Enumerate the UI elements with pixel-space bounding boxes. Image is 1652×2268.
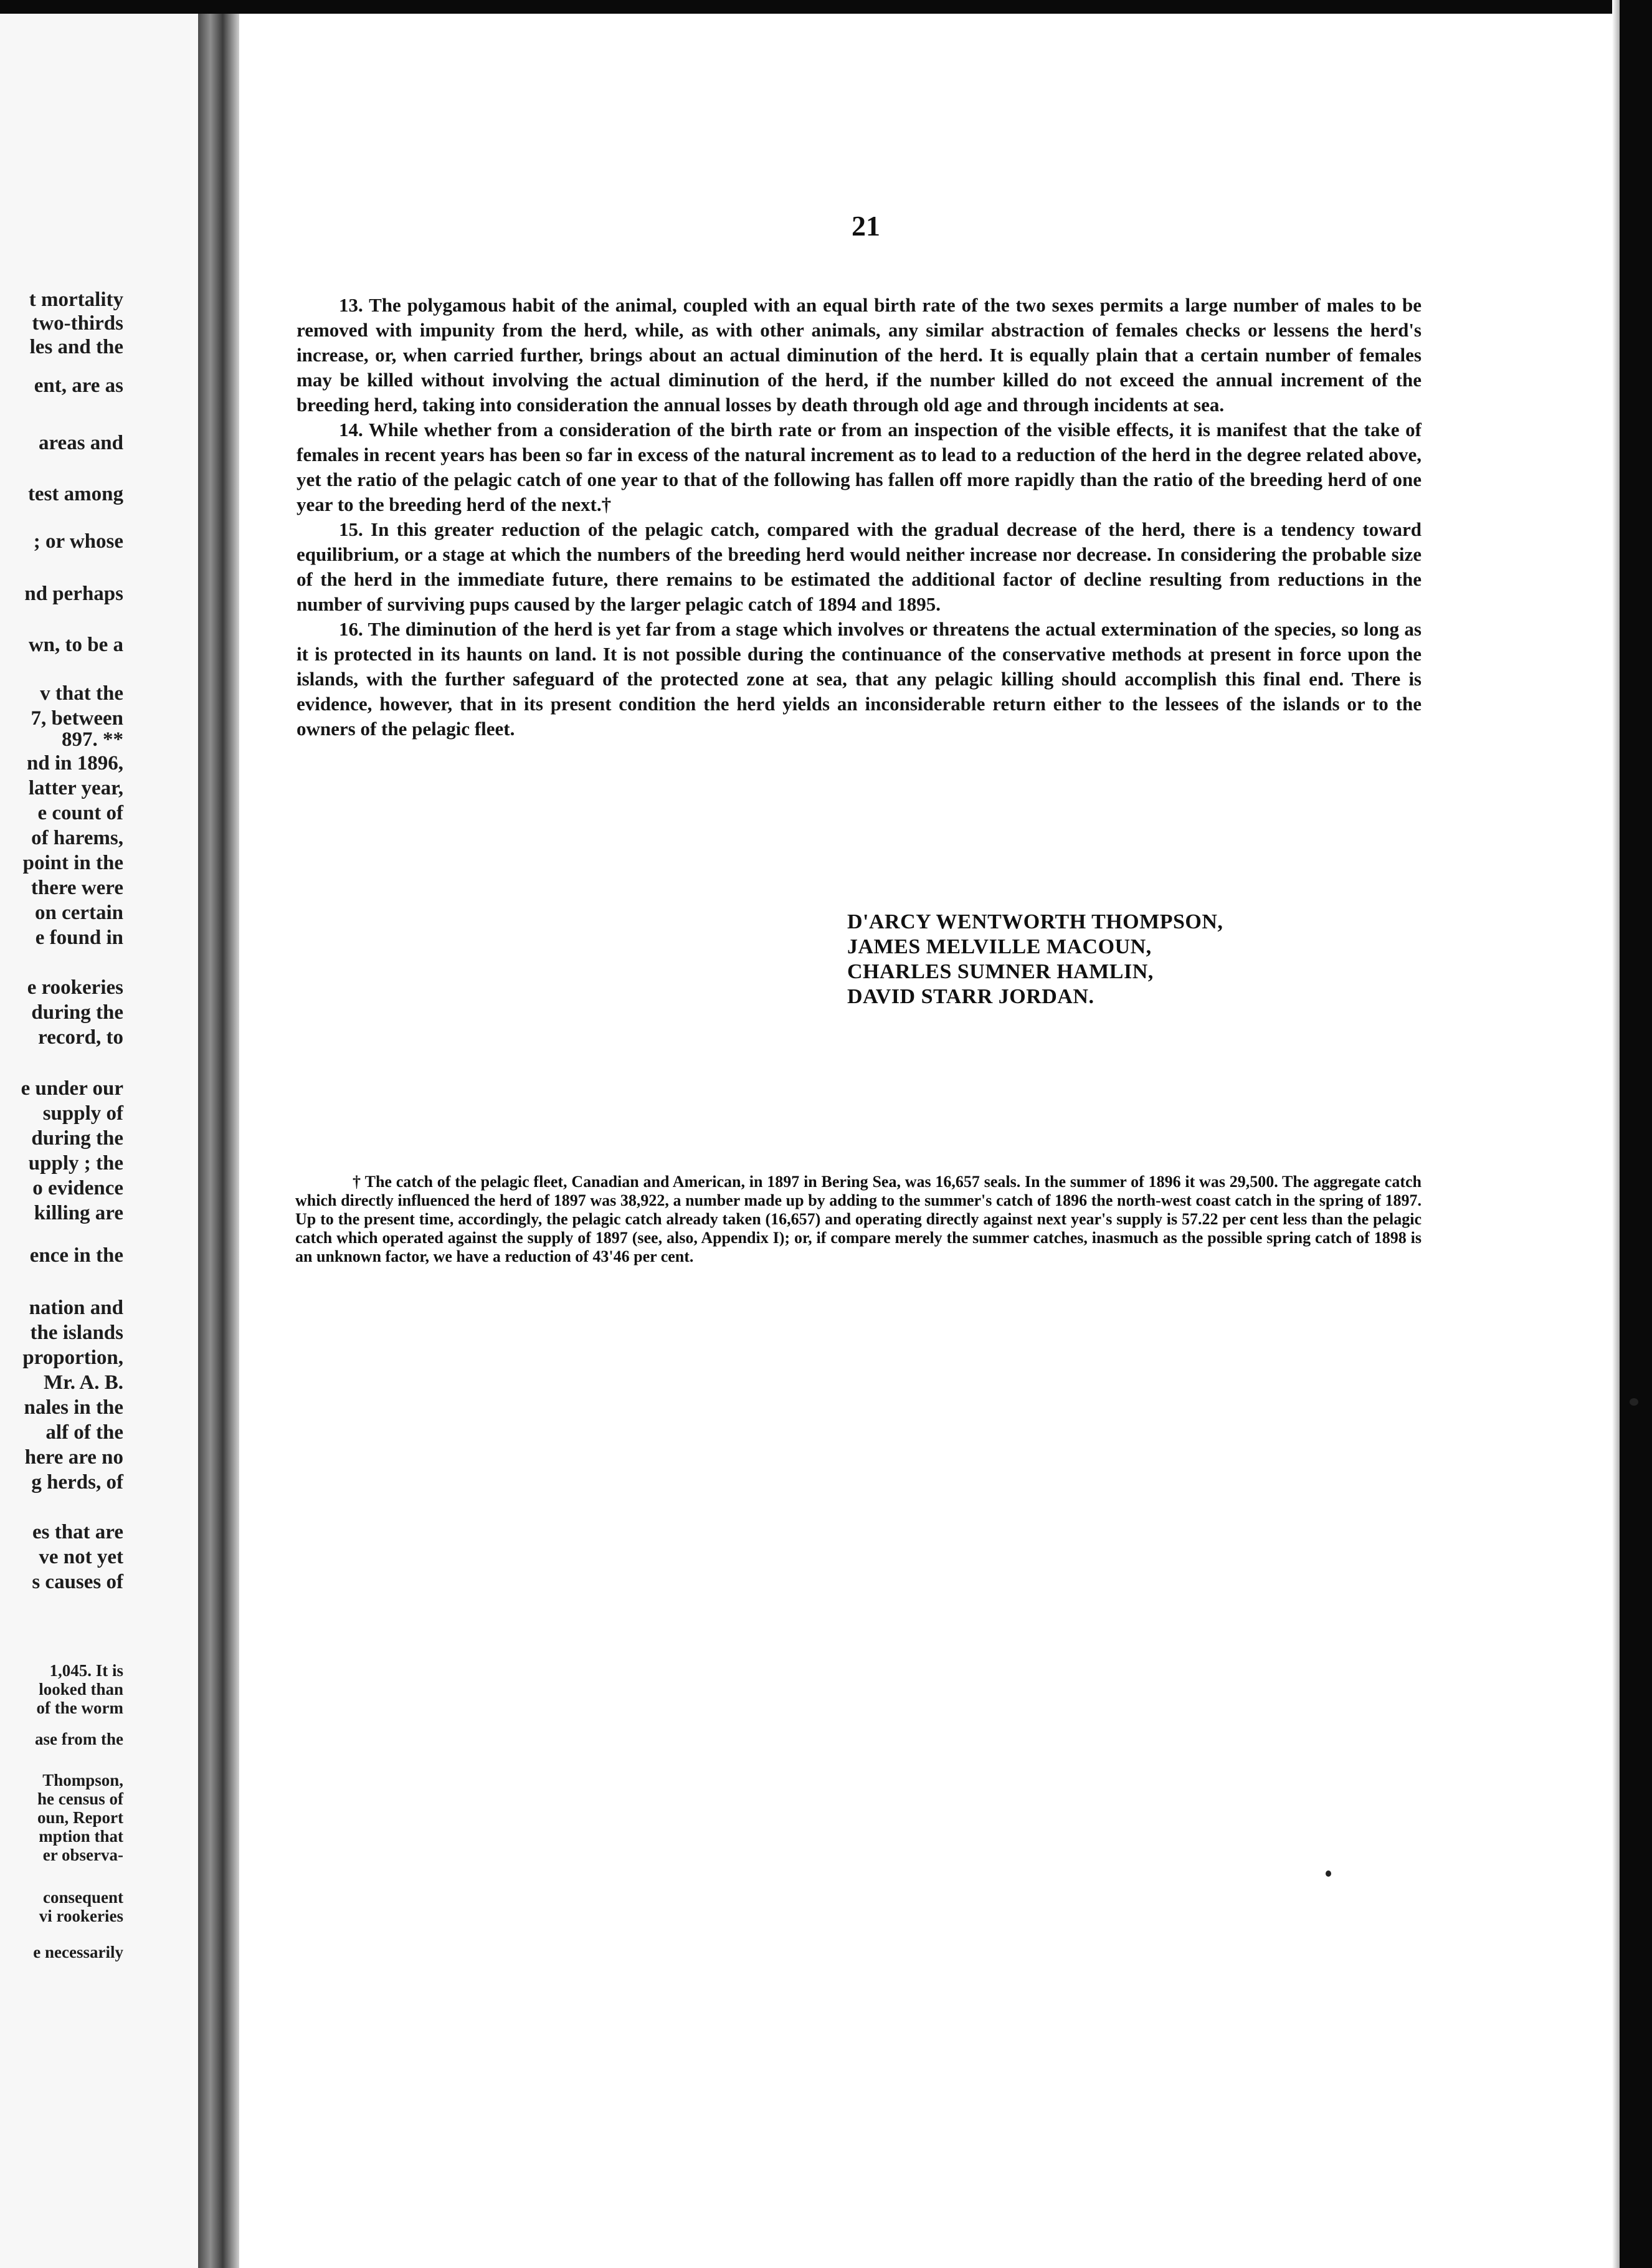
scan-speck (1326, 1870, 1331, 1877)
scan-speck (1630, 1398, 1638, 1406)
facing-page-line: here are no (24, 1446, 123, 1469)
scan-top-border (0, 0, 1652, 14)
facing-page-line: mption that (39, 1827, 123, 1846)
facing-page-line: ve not yet (39, 1546, 123, 1568)
facing-page-line: 7, between (31, 707, 123, 730)
facing-page-line: e necessarily (33, 1943, 123, 1961)
facing-page-line: Mr. A. B. (43, 1371, 123, 1394)
paragraph-16: 16. The diminution of the herd is yet far from a stage which involves or threatens the actual extermination of the species, so long as it is protected in its haunts on land. It is not possible during the continuance of the conservative methods at present in force upon the islands, with the further safeguard of the protected zone at sea, that any pelagic killing should accomplish this final end. There is evidence, however, that in its present condition the herd yields an inconsiderable return either to the lessees of the islands or to the owners of the pelagic fleet. (297, 618, 1422, 740)
facing-page-line: ; or whose (33, 530, 123, 553)
facing-page-line: proportion, (22, 1346, 123, 1369)
signatory-jordan: DAVID STARR JORDAN. (847, 985, 1094, 1008)
facing-page-line: alf of the (45, 1421, 123, 1444)
facing-page-line: there were (31, 877, 123, 899)
paragraph-14: 14. While whether from a consideration of the birth rate or from an inspection of the visible effects, it is manifest that the take of females in recent years has been so far in excess of the natural increment as to lead to a reduction of the herd in the degree related above, yet the ratio of the pelagic catch of one year to that of the following has fallen off more rapidly than the ratio of the breeding herd of one year to the breeding herd of the next.† (297, 419, 1422, 515)
facing-page-line: t mortality (29, 288, 123, 311)
scan-right-edge-shade (1612, 0, 1620, 2268)
footnote: † The catch of the pelagic fleet, Canadian and American, in 1897 in Bering Sea, was 16,657 seals. In the summer of 1896 it was 29,500. The aggregate catch which directly influenced the herd of 1897 was 38,922, a number made up by adding to the summer's catch of 1896 the north-west coast catch in the spring of 1897. Up to the present time, accordingly, the pelagic catch already taken (16,657) and operating directly against next year's supply is 57.22 per cent less than the pelagic catch which operated against the supply of 1897 (see, also, Appendix I); or, if compare merely the summer catches, inasmuch as the possible spring catch of 1898 is an unknown factor, we have a reduction of 43'46 per cent. (295, 1173, 1422, 1265)
facing-page-line: nales in the (24, 1396, 123, 1419)
facing-page-line: during the (31, 1001, 123, 1024)
facing-page-line: on certain (34, 902, 123, 924)
facing-page-line: he census of (37, 1789, 123, 1808)
signature-block (847, 910, 1223, 1009)
facing-page-line: of the worm (36, 1699, 123, 1717)
facing-page-line: Thompson, (42, 1771, 123, 1789)
scan-right-border (1620, 0, 1652, 2268)
facing-page-line: nation and (29, 1297, 123, 1319)
book-gutter-shadow (198, 14, 239, 2268)
facing-page-line: upply ; the (28, 1152, 123, 1174)
facing-page-line: areas and (39, 432, 123, 454)
signatory-hamlin: CHARLES SUMNER HAMLIN, (847, 960, 1154, 983)
facing-page-line: ence in the (29, 1244, 123, 1267)
facing-page-line: supply of (42, 1102, 123, 1125)
facing-page-line: es that are (32, 1521, 123, 1543)
facing-page-line: ase from the (35, 1730, 123, 1748)
signatory-macoun: JAMES MELVILLE MACOUN, (847, 935, 1152, 958)
facing-page-line: er observa- (42, 1846, 123, 1864)
facing-page-line: nd perhaps (24, 583, 123, 605)
facing-page-line: killing are (34, 1202, 123, 1224)
paragraph-15: 15. In this greater reduction of the pelagic catch, compared with the gradual decrease of the herd, there is a tendency toward equilibrium, or a stage at which the numbers of the breeding herd would neither increase nor decrease. In considering the probable size of the herd in the immediate future, there remains to be estimated the additional factor of decline resulting from reductions in the number of surviving pups caused by the larger pelagic catch of 1894 and 1895. (297, 518, 1422, 615)
facing-page-line: les and the (29, 336, 123, 358)
facing-page-line: v that the (40, 682, 123, 705)
facing-page-line: during the (31, 1127, 123, 1150)
facing-page-line: 897. ** (62, 728, 123, 751)
facing-page-line: ent, are as (34, 374, 123, 397)
facing-page-line: point in the (22, 852, 123, 874)
facing-page-line: of harems, (31, 827, 123, 849)
facing-page-fragment (0, 14, 198, 2268)
facing-page-line: s causes of (32, 1571, 123, 1593)
paragraph-13: 13. The polygamous habit of the animal, coupled with an equal birth rate of the two sexes permits a large number of males to be removed with impunity from the herd, while, as with other animals, any similar abstraction of females checks or lessens the herd's increase, or, when carried further, brings about an actual diminution of the herd. It is equally plain that a certain number of females may be killed without involving the actual diminution of the herd, if the number killed do not exceed the annual increment of the breeding herd, taking into consideration the annual losses by death through old age and through incidents at sea. (297, 294, 1422, 416)
facing-page-line: g herds, of (31, 1471, 123, 1494)
facing-page-line: consequent (42, 1888, 123, 1907)
facing-page-line: o evidence (32, 1177, 123, 1199)
facing-page-line: e under our (21, 1077, 123, 1100)
facing-page-line: latter year, (28, 777, 123, 799)
facing-page-line: vi rookeries (39, 1907, 123, 1925)
facing-page-line: looked than (39, 1680, 123, 1699)
facing-page-line: two-thirds (32, 312, 123, 335)
facing-page-line: wn, to be a (28, 634, 123, 656)
facing-page-line: nd in 1896, (27, 752, 123, 774)
page-number: 21 (852, 210, 880, 242)
main-body-text (297, 293, 1422, 741)
facing-page-line: e rookeries (27, 976, 123, 999)
facing-page-line: the islands (30, 1322, 123, 1344)
facing-page-line: 1,045. It is (49, 1661, 123, 1680)
facing-page-line: test among (27, 483, 123, 505)
facing-page-line: oun, Report (37, 1808, 123, 1827)
facing-page-line: record, to (38, 1026, 123, 1049)
facing-page-line: e found in (35, 927, 123, 949)
signatory-thompson: D'ARCY WENTWORTH THOMPSON, (847, 910, 1223, 933)
facing-page-line: e count of (37, 802, 123, 824)
